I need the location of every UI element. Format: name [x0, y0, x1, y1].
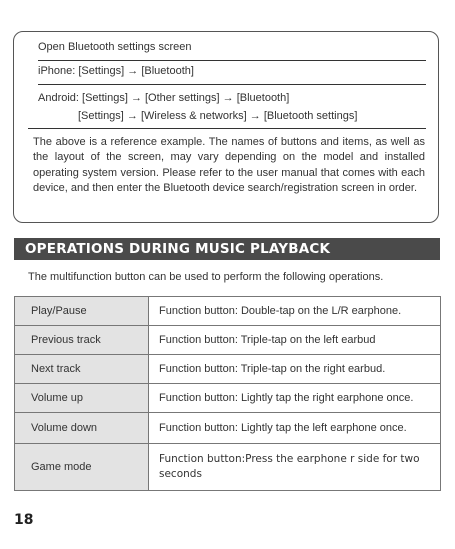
- divider: [38, 60, 426, 61]
- table-row: [15, 297, 441, 326]
- table-row: [15, 384, 441, 413]
- operation-label: Volume down: [15, 413, 149, 444]
- box-heading: Open Bluetooth settings screen: [38, 41, 192, 53]
- section-intro: The multifunction button can be used to perform the following operations.: [28, 271, 384, 283]
- page-number: 18: [14, 512, 34, 528]
- operation-label: Play/Pause: [15, 297, 149, 326]
- table-row: [15, 413, 441, 444]
- table-row: [15, 326, 441, 355]
- operation-label: Next track: [15, 355, 149, 384]
- operation-desc: Function button: Triple-tap on the left earbud: [149, 326, 441, 355]
- section-title: OPERATIONS DURING MUSIC PLAYBACK: [14, 238, 440, 260]
- bluetooth-settings-box: [13, 31, 439, 223]
- operation-desc: Function button: Double-tap on the L/R earphone.: [149, 297, 441, 326]
- operation-label: Game mode: [15, 444, 149, 491]
- operation-label: Previous track: [15, 326, 149, 355]
- operations-table: [14, 296, 441, 491]
- operation-desc: Function button: Triple-tap on the right earbud.: [149, 355, 441, 384]
- operation-label: Volume up: [15, 384, 149, 413]
- iphone-path: iPhone: [Settings] → [Bluetooth]: [38, 65, 194, 77]
- table-row: [15, 355, 441, 384]
- divider: [38, 84, 426, 85]
- reference-note: The above is a reference example. The names of buttons and items, as well as the layout of the screen, may vary depending on the model and installed operating system version. Please refer to the user manual that comes with each device, and then enter the Bluetooth device search/registration screen in order.: [33, 136, 425, 195]
- divider: [28, 128, 426, 129]
- operation-desc: Function button: Lightly tap the right earphone once.: [149, 384, 441, 413]
- android-path-1: Android: [Settings] → [Other settings] → [Bluetooth]: [38, 92, 290, 104]
- android-path-2: [Settings] → [Wireless & networks] → [Bluetooth settings]: [78, 110, 358, 122]
- table-row: [15, 444, 441, 491]
- operation-desc: Function button: Lightly tap the left earphone once.: [149, 413, 441, 444]
- operation-desc: Function button:Press the earphone r side for two seconds: [149, 444, 441, 491]
